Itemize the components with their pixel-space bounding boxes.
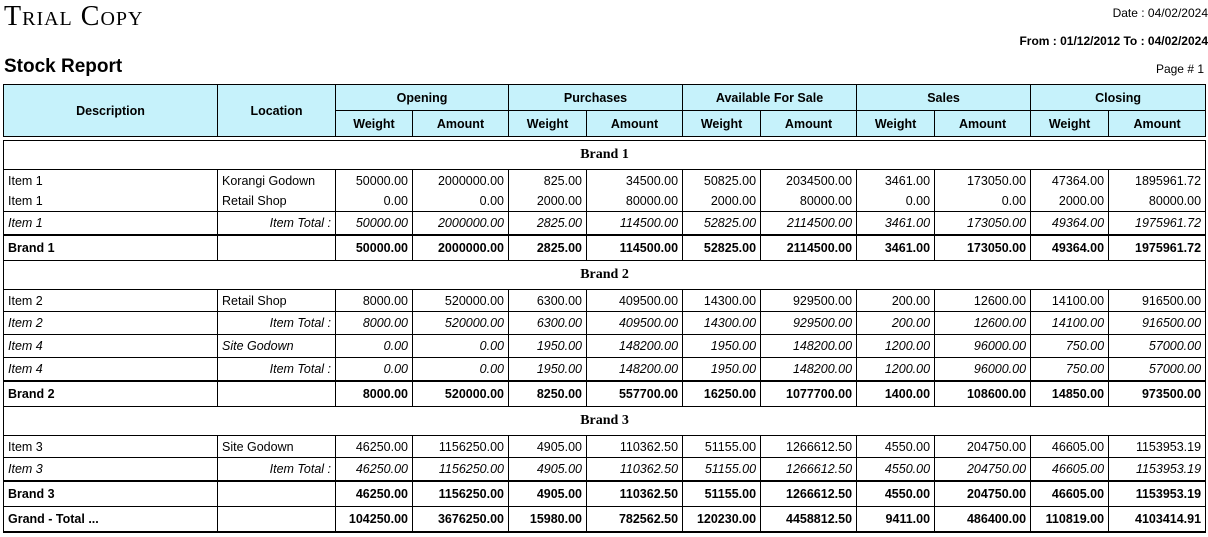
cell-available-amount: 1266612.50	[761, 481, 857, 507]
header-row-groups	[4, 85, 1206, 111]
cell-purchases-weight: 6300.00	[509, 312, 587, 335]
col-purchases-weight: Weight	[509, 111, 587, 137]
cell-available-amount: 2034500.00	[761, 170, 857, 192]
cell-description: Item 1	[4, 212, 218, 236]
cell-sales-amount: 204750.00	[935, 458, 1031, 482]
cell-closing-weight: 750.00	[1031, 335, 1109, 358]
cell-closing-amount: 1153953.19	[1109, 458, 1206, 482]
brand-header	[4, 261, 1206, 290]
cell-opening-amount: 2000000.00	[413, 235, 509, 261]
group-purchases: Purchases	[509, 85, 683, 111]
col-location: Location	[218, 85, 336, 137]
cell-location: Site Godown	[218, 436, 336, 458]
brand-header	[4, 141, 1206, 170]
item-total-row	[4, 212, 1206, 236]
cell-opening-amount: 0.00	[413, 358, 509, 382]
cell-closing-amount: 4103414.91	[1109, 507, 1206, 533]
cell-closing-weight: 46605.00	[1031, 458, 1109, 482]
cell-available-weight: 16250.00	[683, 381, 761, 407]
cell-purchases-weight: 1950.00	[509, 335, 587, 358]
col-closing-weight: Weight	[1031, 111, 1109, 137]
cell-location: Item Total :	[218, 212, 336, 236]
cell-description: Item 4	[4, 358, 218, 382]
cell-opening-weight: 8000.00	[336, 381, 413, 407]
brand-total-row	[4, 481, 1206, 507]
cell-closing-weight: 47364.00	[1031, 170, 1109, 192]
cell-description: Item 2	[4, 312, 218, 335]
brand-header-label: Brand 2	[4, 261, 1206, 290]
cell-available-weight: 51155.00	[683, 436, 761, 458]
cell-available-weight: 51155.00	[683, 458, 761, 482]
cell-opening-weight: 46250.00	[336, 481, 413, 507]
cell-location: Item Total :	[218, 458, 336, 482]
cell-opening-amount: 0.00	[413, 191, 509, 212]
cell-closing-amount: 57000.00	[1109, 358, 1206, 382]
cell-description: Item 1	[4, 191, 218, 212]
brand-header	[4, 407, 1206, 436]
cell-purchases-amount: 110362.50	[587, 481, 683, 507]
cell-sales-weight: 200.00	[857, 312, 935, 335]
cell-purchases-amount: 409500.00	[587, 290, 683, 312]
cell-sales-weight: 1400.00	[857, 381, 935, 407]
cell-closing-amount: 1153953.19	[1109, 481, 1206, 507]
cell-opening-weight: 8000.00	[336, 312, 413, 335]
cell-purchases-weight: 6300.00	[509, 290, 587, 312]
cell-opening-amount: 1156250.00	[413, 481, 509, 507]
item-total-row	[4, 312, 1206, 335]
cell-opening-amount: 520000.00	[413, 290, 509, 312]
cell-purchases-amount: 110362.50	[587, 458, 683, 482]
cell-available-weight: 52825.00	[683, 212, 761, 236]
cell-purchases-amount: 409500.00	[587, 312, 683, 335]
cell-closing-weight: 14100.00	[1031, 290, 1109, 312]
cell-sales-weight: 1200.00	[857, 358, 935, 382]
cell-sales-amount: 173050.00	[935, 212, 1031, 236]
cell-opening-weight: 46250.00	[336, 436, 413, 458]
cell-sales-amount: 0.00	[935, 191, 1031, 212]
cell-available-weight: 1950.00	[683, 358, 761, 382]
trial-copy-watermark: Trial Copy	[4, 1, 144, 32]
cell-sales-weight: 4550.00	[857, 458, 935, 482]
cell-sales-amount: 12600.00	[935, 290, 1031, 312]
cell-opening-amount: 3676250.00	[413, 507, 509, 533]
brand-header-label: Brand 1	[4, 141, 1206, 170]
cell-available-amount: 80000.00	[761, 191, 857, 212]
cell-sales-amount: 204750.00	[935, 436, 1031, 458]
cell-available-amount: 2114500.00	[761, 235, 857, 261]
brand-total-row	[4, 235, 1206, 261]
cell-description: Brand 2	[4, 381, 218, 407]
col-available-weight: Weight	[683, 111, 761, 137]
cell-available-amount: 4458812.50	[761, 507, 857, 533]
cell-sales-weight: 4550.00	[857, 481, 935, 507]
cell-purchases-weight: 4905.00	[509, 458, 587, 482]
cell-available-amount: 148200.00	[761, 358, 857, 382]
brand-header-label: Brand 3	[4, 407, 1206, 436]
cell-location: Item Total :	[218, 358, 336, 382]
cell-description: Brand 3	[4, 481, 218, 507]
cell-sales-weight: 3461.00	[857, 235, 935, 261]
cell-closing-weight: 46605.00	[1031, 481, 1109, 507]
cell-closing-amount: 1153953.19	[1109, 436, 1206, 458]
cell-available-amount: 1266612.50	[761, 458, 857, 482]
cell-location	[218, 235, 336, 261]
brand-total-row	[4, 381, 1206, 407]
cell-description: Brand 1	[4, 235, 218, 261]
cell-closing-amount: 1895961.72	[1109, 170, 1206, 192]
cell-closing-amount: 80000.00	[1109, 191, 1206, 212]
report-date: Date : 04/02/2024	[1112, 6, 1208, 20]
cell-sales-amount: 173050.00	[935, 235, 1031, 261]
cell-opening-amount: 2000000.00	[413, 170, 509, 192]
cell-description: Grand - Total ...	[4, 507, 218, 533]
cell-closing-weight: 110819.00	[1031, 507, 1109, 533]
cell-location: Site Godown	[218, 335, 336, 358]
cell-closing-amount: 1975961.72	[1109, 235, 1206, 261]
cell-opening-weight: 50000.00	[336, 170, 413, 192]
group-sales: Sales	[857, 85, 1031, 111]
cell-closing-amount: 916500.00	[1109, 290, 1206, 312]
cell-opening-weight: 0.00	[336, 191, 413, 212]
cell-location	[218, 507, 336, 533]
cell-closing-weight: 2000.00	[1031, 191, 1109, 212]
cell-closing-amount: 973500.00	[1109, 381, 1206, 407]
cell-purchases-amount: 34500.00	[587, 170, 683, 192]
cell-description: Item 1	[4, 170, 218, 192]
group-closing: Closing	[1031, 85, 1206, 111]
col-description: Description	[4, 85, 218, 137]
col-opening-amount: Amount	[413, 111, 509, 137]
group-opening: Opening	[336, 85, 509, 111]
table-row	[4, 290, 1206, 312]
cell-description: Item 3	[4, 458, 218, 482]
cell-opening-amount: 1156250.00	[413, 458, 509, 482]
page-number: Page # 1	[1155, 62, 1204, 76]
cell-purchases-amount: 110362.50	[587, 436, 683, 458]
cell-purchases-weight: 4905.00	[509, 436, 587, 458]
cell-purchases-amount: 114500.00	[587, 212, 683, 236]
cell-opening-weight: 50000.00	[336, 235, 413, 261]
cell-opening-amount: 520000.00	[413, 381, 509, 407]
cell-sales-weight: 3461.00	[857, 212, 935, 236]
cell-sales-amount: 96000.00	[935, 335, 1031, 358]
cell-sales-amount: 486400.00	[935, 507, 1031, 533]
cell-purchases-weight: 8250.00	[509, 381, 587, 407]
cell-sales-amount: 108600.00	[935, 381, 1031, 407]
cell-sales-amount: 204750.00	[935, 481, 1031, 507]
cell-available-amount: 1077700.00	[761, 381, 857, 407]
cell-opening-amount: 2000000.00	[413, 212, 509, 236]
cell-sales-amount: 96000.00	[935, 358, 1031, 382]
cell-sales-amount: 12600.00	[935, 312, 1031, 335]
cell-available-weight: 50825.00	[683, 170, 761, 192]
table-row	[4, 191, 1206, 212]
table-row	[4, 335, 1206, 358]
cell-closing-weight: 14850.00	[1031, 381, 1109, 407]
col-closing-amount: Amount	[1109, 111, 1206, 137]
cell-available-amount: 1266612.50	[761, 436, 857, 458]
date-range: From : 01/12/2012 To : 04/02/2024	[1019, 34, 1208, 48]
col-available-amount: Amount	[761, 111, 857, 137]
cell-purchases-weight: 15980.00	[509, 507, 587, 533]
cell-opening-weight: 50000.00	[336, 212, 413, 236]
item-total-row	[4, 358, 1206, 382]
cell-opening-weight: 104250.00	[336, 507, 413, 533]
cell-purchases-amount: 80000.00	[587, 191, 683, 212]
cell-purchases-weight: 1950.00	[509, 358, 587, 382]
cell-opening-weight: 8000.00	[336, 290, 413, 312]
cell-available-weight: 120230.00	[683, 507, 761, 533]
cell-purchases-amount: 148200.00	[587, 335, 683, 358]
cell-opening-amount: 1156250.00	[413, 436, 509, 458]
cell-location	[218, 481, 336, 507]
cell-purchases-weight: 2825.00	[509, 212, 587, 236]
cell-available-amount: 148200.00	[761, 335, 857, 358]
cell-purchases-weight: 2000.00	[509, 191, 587, 212]
report-title: Stock Report	[4, 56, 123, 77]
cell-opening-weight: 0.00	[336, 335, 413, 358]
cell-location: Retail Shop	[218, 290, 336, 312]
cell-sales-weight: 3461.00	[857, 170, 935, 192]
cell-sales-weight: 4550.00	[857, 436, 935, 458]
cell-available-amount: 2114500.00	[761, 212, 857, 236]
cell-purchases-weight: 825.00	[509, 170, 587, 192]
cell-description: Item 4	[4, 335, 218, 358]
cell-sales-weight: 200.00	[857, 290, 935, 312]
cell-available-weight: 2000.00	[683, 191, 761, 212]
cell-purchases-amount: 148200.00	[587, 358, 683, 382]
cell-closing-weight: 49364.00	[1031, 212, 1109, 236]
cell-available-weight: 14300.00	[683, 312, 761, 335]
stock-report-table	[3, 84, 1206, 533]
cell-purchases-amount: 557700.00	[587, 381, 683, 407]
cell-closing-amount: 916500.00	[1109, 312, 1206, 335]
cell-opening-amount: 520000.00	[413, 312, 509, 335]
cell-available-weight: 51155.00	[683, 481, 761, 507]
cell-purchases-weight: 2825.00	[509, 235, 587, 261]
col-sales-weight: Weight	[857, 111, 935, 137]
cell-purchases-weight: 4905.00	[509, 481, 587, 507]
table-row	[4, 436, 1206, 458]
cell-description: Item 2	[4, 290, 218, 312]
grand-total-row	[4, 507, 1206, 533]
cell-closing-weight: 750.00	[1031, 358, 1109, 382]
cell-closing-weight: 14100.00	[1031, 312, 1109, 335]
cell-closing-amount: 1975961.72	[1109, 212, 1206, 236]
cell-opening-weight: 46250.00	[336, 458, 413, 482]
col-sales-amount: Amount	[935, 111, 1031, 137]
cell-description: Item 3	[4, 436, 218, 458]
cell-sales-amount: 173050.00	[935, 170, 1031, 192]
cell-closing-amount: 57000.00	[1109, 335, 1206, 358]
group-available-for-sale: Available For Sale	[683, 85, 857, 111]
cell-available-amount: 929500.00	[761, 290, 857, 312]
cell-available-weight: 52825.00	[683, 235, 761, 261]
cell-location: Korangi Godown	[218, 170, 336, 192]
cell-closing-weight: 49364.00	[1031, 235, 1109, 261]
cell-closing-weight: 46605.00	[1031, 436, 1109, 458]
cell-opening-amount: 0.00	[413, 335, 509, 358]
cell-opening-weight: 0.00	[336, 358, 413, 382]
cell-sales-weight: 0.00	[857, 191, 935, 212]
cell-location	[218, 381, 336, 407]
col-opening-weight: Weight	[336, 111, 413, 137]
table-row	[4, 170, 1206, 192]
cell-location: Item Total :	[218, 312, 336, 335]
item-total-row	[4, 458, 1206, 482]
cell-available-weight: 14300.00	[683, 290, 761, 312]
cell-purchases-amount: 782562.50	[587, 507, 683, 533]
cell-sales-weight: 9411.00	[857, 507, 935, 533]
cell-purchases-amount: 114500.00	[587, 235, 683, 261]
cell-sales-weight: 1200.00	[857, 335, 935, 358]
cell-available-weight: 1950.00	[683, 335, 761, 358]
cell-location: Retail Shop	[218, 191, 336, 212]
col-purchases-amount: Amount	[587, 111, 683, 137]
cell-available-amount: 929500.00	[761, 312, 857, 335]
